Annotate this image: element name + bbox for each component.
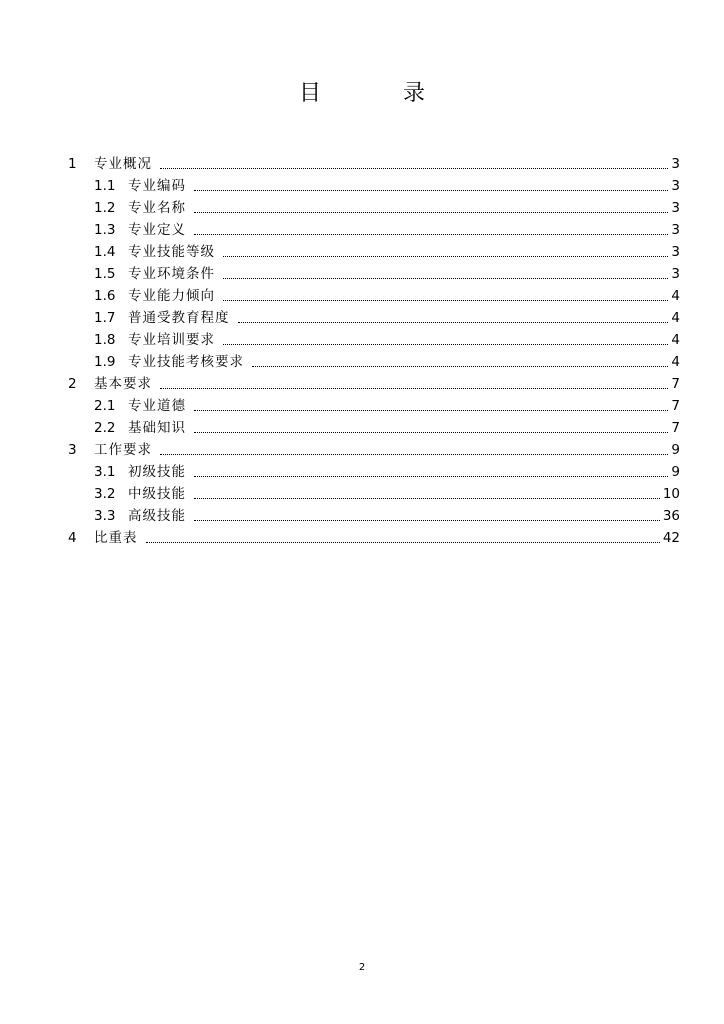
toc-title: 目 录 — [298, 81, 455, 106]
toc-entry-page: 3 — [671, 178, 680, 194]
toc-entry-label: 专业名称 — [128, 200, 186, 216]
toc-entry[interactable] — [94, 307, 680, 329]
toc-entry-label: 专业定义 — [128, 222, 186, 238]
toc-entry-number: 3.1 — [94, 464, 116, 480]
toc-entry[interactable] — [94, 483, 680, 505]
toc-entry-number: 1.5 — [94, 266, 116, 282]
toc-entry-page: 4 — [671, 332, 680, 348]
toc-entry-page: 4 — [671, 288, 680, 304]
toc-entry-number: 3.3 — [94, 508, 116, 524]
toc-entry-label: 专业能力倾向 — [128, 288, 215, 304]
dot-leader — [194, 211, 668, 213]
toc-entry-label: 专业技能等级 — [128, 244, 215, 260]
dot-leader — [194, 497, 660, 499]
toc-entry[interactable] — [94, 461, 680, 483]
toc-entry-label: 普通受教育程度 — [128, 310, 230, 326]
toc-entry-number: 1.3 — [94, 222, 116, 238]
toc-entry[interactable] — [94, 329, 680, 351]
dot-leader — [252, 365, 668, 367]
toc-entry-label: 工作要求 — [94, 442, 152, 458]
toc-entry-number: 4 — [68, 530, 77, 546]
toc-entry-number: 1.2 — [94, 200, 116, 216]
toc-entry-page: 4 — [671, 354, 680, 370]
toc-entry-number: 2 — [68, 376, 77, 392]
toc-entry-page: 9 — [671, 464, 680, 480]
toc-entry-page: 42 — [662, 530, 680, 546]
toc-entry-page: 3 — [671, 266, 680, 282]
toc-entry[interactable] — [94, 351, 680, 373]
dot-leader — [223, 277, 668, 279]
toc-entry-number: 2.2 — [94, 420, 116, 436]
toc-entry-number: 1.8 — [94, 332, 116, 348]
toc-entry[interactable] — [94, 175, 680, 197]
toc-entry[interactable] — [94, 417, 680, 439]
toc-entry-label: 中级技能 — [128, 486, 186, 502]
toc-entry-number: 1.4 — [94, 244, 116, 260]
toc-entry[interactable] — [94, 197, 680, 219]
toc-entry-page: 10 — [662, 486, 680, 502]
toc-entry-label: 基本要求 — [94, 376, 152, 392]
toc-entry-page: 4 — [671, 310, 680, 326]
toc-entry-label: 专业道德 — [128, 398, 186, 414]
toc-entry[interactable] — [68, 527, 680, 549]
toc-entry-number: 3 — [68, 442, 77, 458]
toc-entry-number: 3.2 — [94, 486, 116, 502]
toc-entry[interactable] — [94, 505, 680, 527]
toc-entry[interactable] — [68, 153, 680, 175]
toc-entry[interactable] — [94, 395, 680, 417]
toc-entry[interactable] — [94, 241, 680, 263]
dot-leader — [194, 189, 668, 191]
toc-entry-page: 7 — [671, 398, 680, 414]
toc-entry[interactable] — [68, 373, 680, 395]
dot-leader — [194, 233, 668, 235]
toc-entry-label: 比重表 — [94, 530, 138, 546]
dot-leader — [194, 475, 668, 477]
toc-entry-label: 专业培训要求 — [128, 332, 215, 348]
dot-leader — [223, 299, 668, 301]
dot-leader — [194, 431, 668, 433]
toc-entry-label: 专业编码 — [128, 178, 186, 194]
dot-leader — [194, 519, 660, 521]
dot-leader — [223, 343, 668, 345]
toc-entry-number: 1.1 — [94, 178, 116, 194]
toc-entry[interactable] — [94, 263, 680, 285]
toc-entry-page: 3 — [671, 244, 680, 260]
dot-leader — [160, 453, 668, 455]
toc-entry-number: 1.6 — [94, 288, 116, 304]
toc-entry[interactable] — [94, 219, 680, 241]
toc-entry[interactable] — [94, 285, 680, 307]
toc-entry-page: 3 — [671, 222, 680, 238]
toc-entry-label: 基础知识 — [128, 420, 186, 436]
toc-entry-page: 36 — [662, 508, 680, 524]
toc-entry[interactable] — [68, 439, 680, 461]
toc-entry-page: 7 — [671, 420, 680, 436]
toc-entry-page: 9 — [671, 442, 680, 458]
dot-leader — [223, 255, 668, 257]
toc-entry-number: 1.7 — [94, 310, 116, 326]
toc-entry-label: 专业技能考核要求 — [128, 354, 244, 370]
dot-leader — [194, 409, 668, 411]
toc-entry-number: 1.9 — [94, 354, 116, 370]
page-number: 2 — [358, 962, 366, 973]
toc-entry-number: 1 — [68, 156, 77, 172]
toc-entry-page: 7 — [671, 376, 680, 392]
toc-entry-label: 初级技能 — [128, 464, 186, 480]
dot-leader — [146, 541, 660, 543]
toc-entry-page: 3 — [671, 200, 680, 216]
toc-entry-label: 专业概况 — [94, 156, 152, 172]
dot-leader — [160, 167, 668, 169]
toc-entry-page: 3 — [671, 156, 680, 172]
toc-entry-number: 2.1 — [94, 398, 116, 414]
toc-entry-label: 专业环境条件 — [128, 266, 215, 282]
toc-entry-label: 高级技能 — [128, 508, 186, 524]
dot-leader — [238, 321, 669, 323]
dot-leader — [160, 387, 668, 389]
